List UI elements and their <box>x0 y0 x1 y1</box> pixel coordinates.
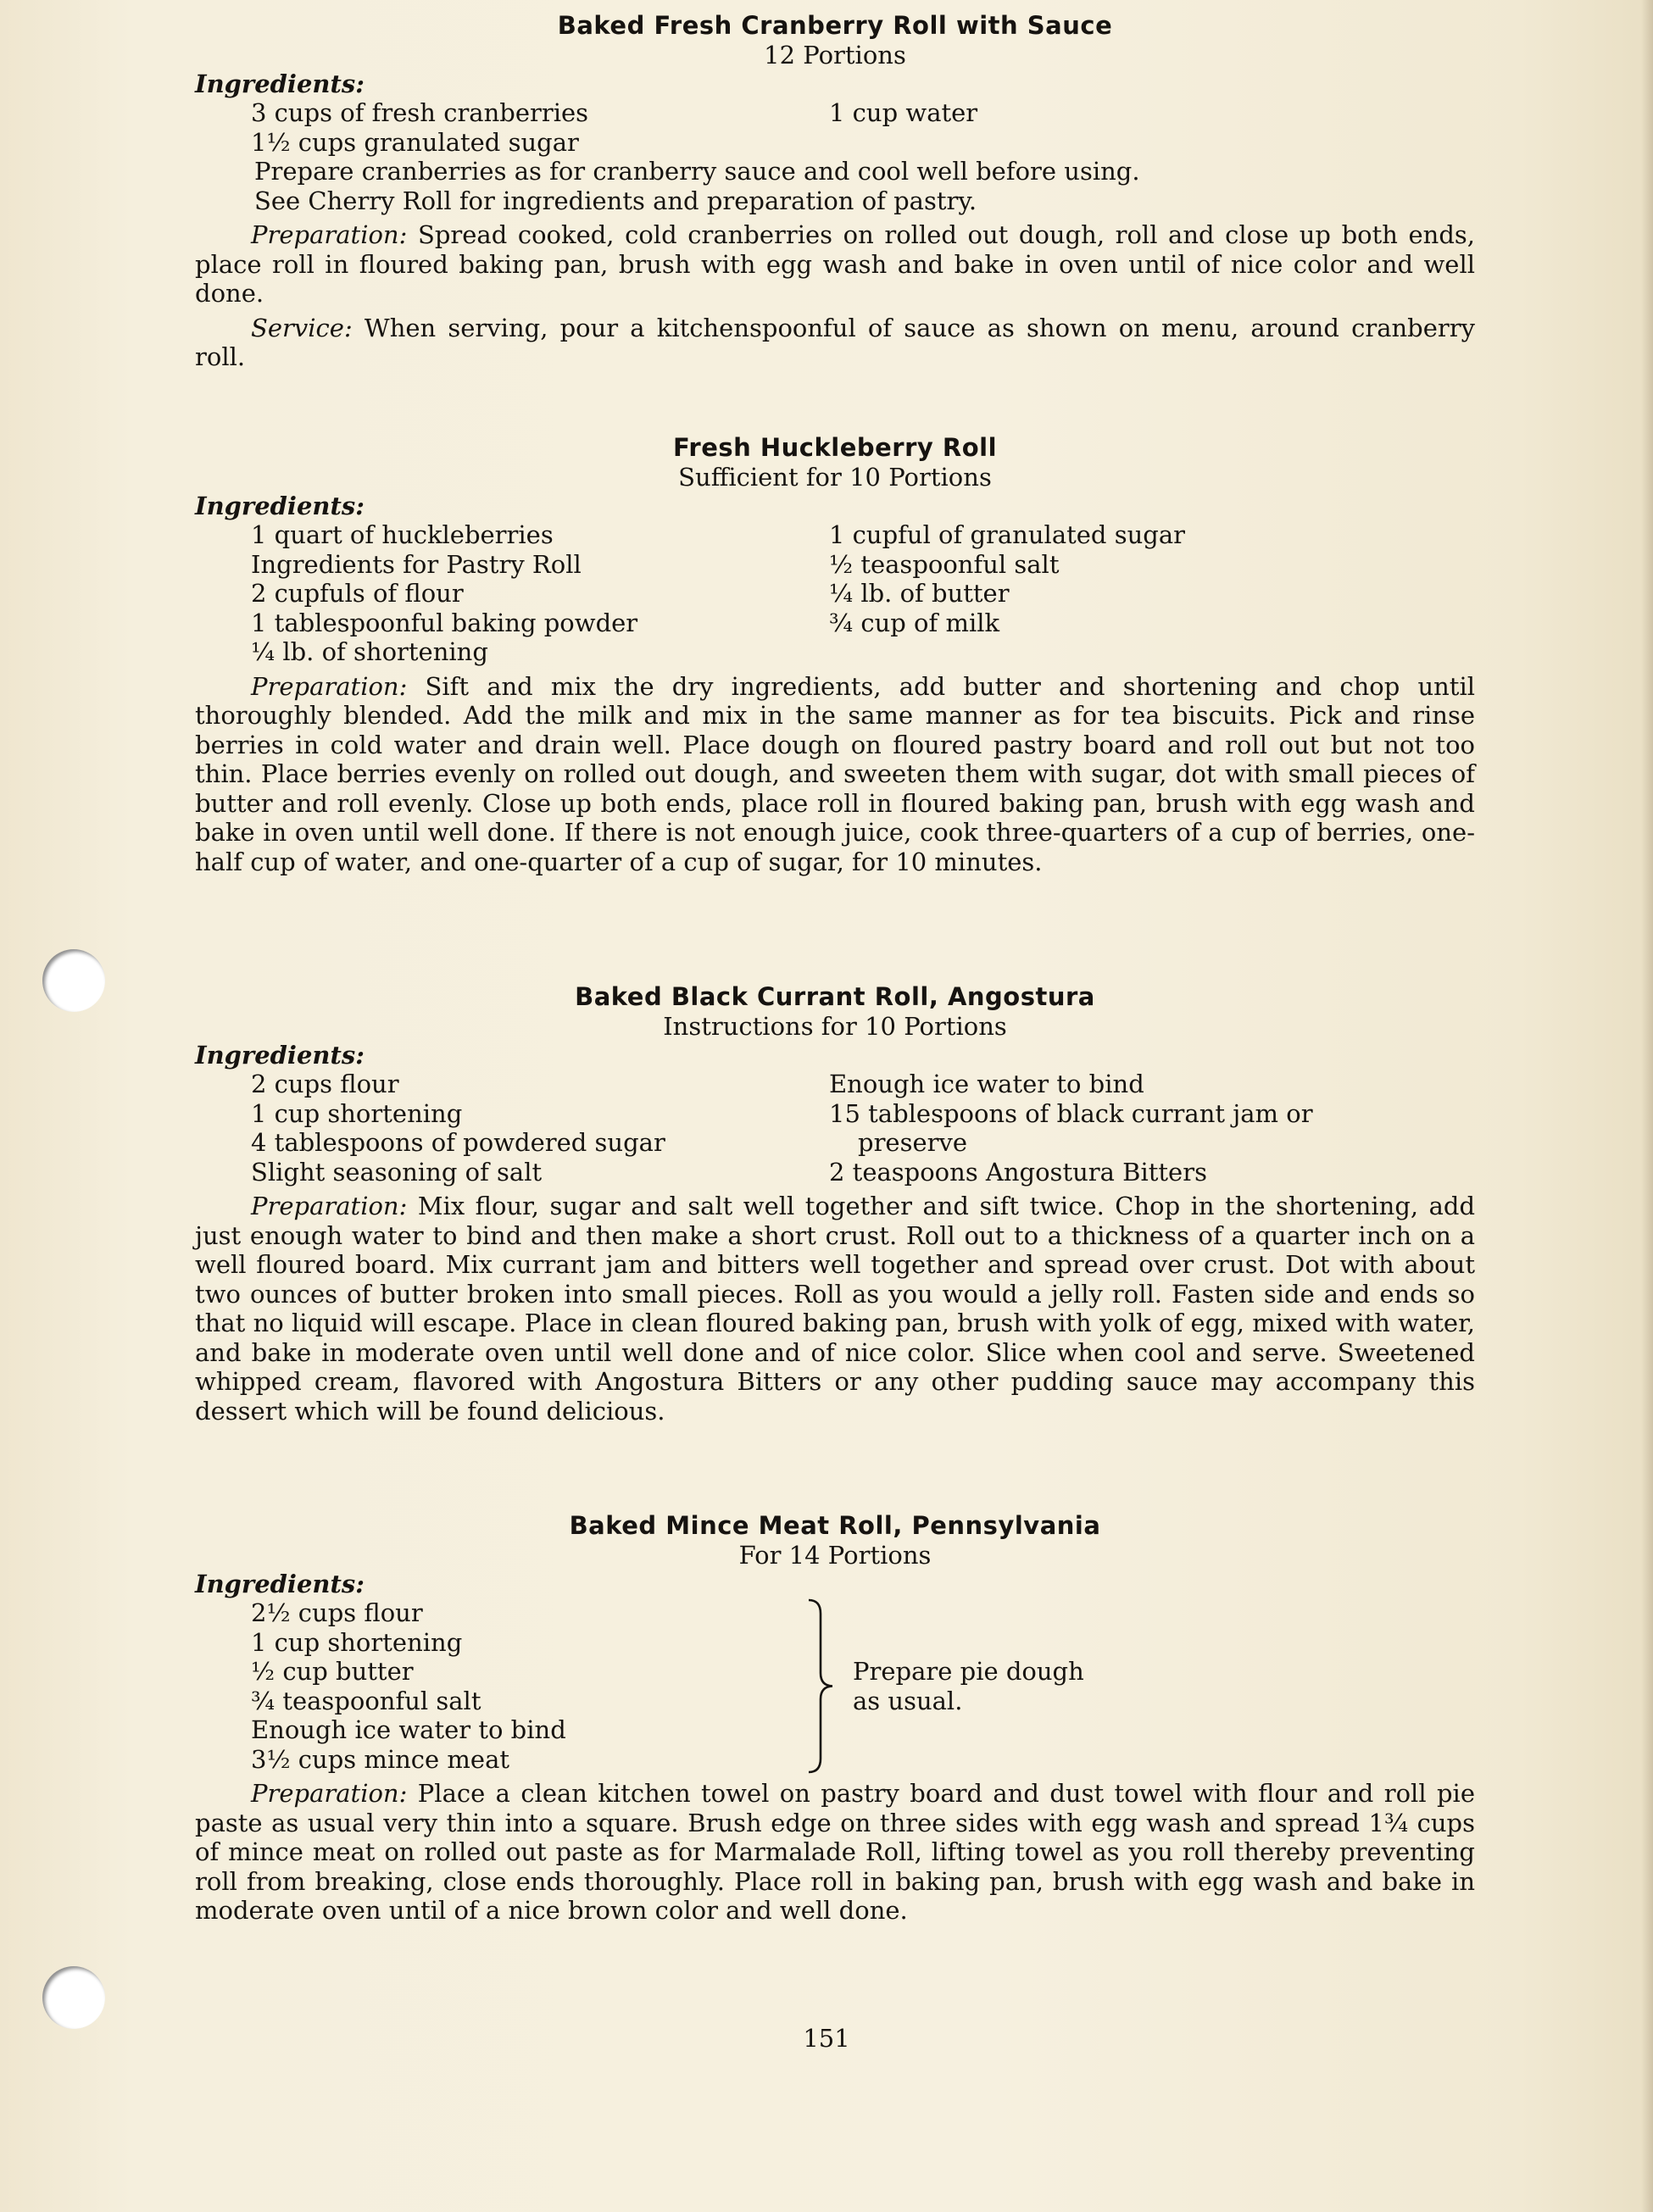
ingredients-left <box>195 1598 805 1774</box>
ingredients-columns <box>195 98 1475 157</box>
recipe-portions: Sufficient for 10 Portions <box>678 463 992 492</box>
recipe-title: Baked Mince Meat Roll, Pennsylvania <box>569 1511 1101 1540</box>
recipe-title: Baked Fresh Cranberry Roll with Sauce <box>557 11 1113 40</box>
ingredients-right <box>829 1070 1475 1187</box>
ingredient-item: 3½ cups mince meat <box>251 1744 510 1774</box>
service-text: When serving, pour a kitchenspoonful of sauce as shown on menu, around cranberry roll. <box>195 313 1475 371</box>
ingredient-item: 4 tablespoons of powdered sugar <box>251 1128 665 1157</box>
note-line: Prepare cranberries as for cranberry sauce and cool well before using. <box>254 157 1140 186</box>
recipe-portions: For 14 Portions <box>738 1541 932 1570</box>
brace-note-line: as usual. <box>853 1686 963 1715</box>
ingredient-item: Ingredients for Pastry Roll <box>251 549 582 579</box>
ingredient-item: 1 cupful of granulated sugar <box>829 520 1185 549</box>
page-number: 151 <box>803 2024 850 2053</box>
ingredients-left <box>195 98 829 157</box>
recipe-title: Baked Black Currant Roll, Angostura <box>575 982 1095 1011</box>
ingredient-item: 3 cups of fresh cranberries <box>251 98 589 127</box>
ingredients-left <box>195 520 829 667</box>
ingredients-heading: Ingredients: <box>195 69 365 98</box>
ingredient-item: ¾ teaspoonful salt <box>251 1686 481 1715</box>
preparation-label: Preparation: <box>251 220 408 249</box>
recipe-notes <box>195 157 1475 215</box>
recipe-huckleberry-roll <box>195 432 1475 876</box>
binder-hole-upper <box>42 949 105 1012</box>
ingredients-right <box>829 98 1475 157</box>
ingredients-columns <box>195 1070 1475 1187</box>
brace-note <box>836 1657 1084 1715</box>
service-paragraph <box>195 314 1475 372</box>
service-label: Service: <box>251 313 353 342</box>
recipe-title: Fresh Huckleberry Roll <box>672 433 998 462</box>
ingredients-columns <box>195 1598 1475 1774</box>
brace-group <box>805 1598 1475 1774</box>
page-edge-shadow <box>1641 0 1653 2212</box>
ingredients-columns <box>195 520 1475 667</box>
note-line: See Cherry Roll for ingredients and preparation of pastry. <box>254 186 977 215</box>
recipe-mince-meat-roll <box>195 1510 1475 1926</box>
ingredients-left <box>195 1070 829 1187</box>
preparation-paragraph <box>195 1779 1475 1926</box>
curly-brace-icon <box>805 1598 836 1774</box>
ingredient-item: 2½ cups flour <box>251 1598 423 1627</box>
ingredient-item: 1 cup shortening <box>251 1627 463 1657</box>
preparation-text: Mix flour, sugar and salt well together and sift twice. Chop in the shortening, add just enough water to bind and then make a short crust. Roll out to a thickness of a quarter inch on a well floured board. Mix currant jam and bitters well together and spread over crust. Dot with about two ounces of butter broken into small pieces. Roll as you would a jelly roll. Fasten side and ends so that no liquid will escape. Place in clean floured baking pan, brush with yolk of egg, mixed with water, and bake in moderate oven until well done and of nice color. Slice when cool and serve. Sweetened whipped cream, flavored with Angostura Bitters or any other pudding sauce may accompany this dessert which will be found delicious. <box>195 1192 1476 1426</box>
binder-hole-lower <box>42 1966 105 2029</box>
preparation-text: Spread cooked, cold cranberries on rolled out dough, roll and close up both ends, place roll in floured baking pan, brush with egg wash and bake in oven until of nice color and well done. <box>195 220 1475 308</box>
preparation-paragraph <box>195 672 1475 877</box>
preparation-paragraph <box>195 220 1475 308</box>
ingredient-item: 1 quart of huckleberries <box>251 520 554 549</box>
ingredient-item: 1 cup water <box>829 98 978 127</box>
ingredients-heading: Ingredients: <box>195 1041 365 1070</box>
ingredient-item-continued: preserve <box>858 1128 968 1157</box>
ingredient-item: 1 cup shortening <box>251 1098 463 1128</box>
ingredient-item: 1 tablespoonful baking powder <box>251 608 638 637</box>
recipe-cranberry-roll <box>195 10 1475 372</box>
preparation-text: Place a clean kitchen towel on pastry board and dust towel with flour and roll pie paste as usual very thin into a square. Brush edge on three sides with egg wash and spread 1¾ cups of mince meat on rolled out paste as for Marmalade Roll, lifting towel as you roll thereby preventing roll from breaking, close ends thoroughly. Place roll in baking pan, brush with egg wash and bake in moderate oven until of a nice brown color and well done. <box>195 1779 1475 1925</box>
ingredient-item: 2 cupfuls of flour <box>251 579 464 608</box>
ingredient-item: ¾ cup of milk <box>829 608 1000 637</box>
ingredients-heading: Ingredients: <box>195 492 365 520</box>
preparation-label: Preparation: <box>251 1779 408 1808</box>
preparation-label: Preparation: <box>251 1192 408 1220</box>
ingredient-item: 15 tablespoons of black currant jam or <box>829 1098 1313 1128</box>
recipe-portions: 12 Portions <box>764 41 906 69</box>
ingredients-right <box>829 520 1475 667</box>
ingredient-item: ¼ lb. of shortening <box>251 637 488 666</box>
brace-note-line: Prepare pie dough <box>853 1657 1084 1686</box>
ingredient-item: ¼ lb. of butter <box>829 579 1010 608</box>
ingredient-item: 1½ cups granulated sugar <box>251 127 579 157</box>
ingredient-item: 2 teaspoons Angostura Bitters <box>829 1157 1207 1187</box>
preparation-label: Preparation: <box>251 671 408 701</box>
ingredient-item: ½ teaspoonful salt <box>829 549 1060 579</box>
ingredient-item: ½ cup butter <box>251 1657 414 1686</box>
ingredient-item: Enough ice water to bind <box>829 1070 1144 1098</box>
ingredient-item: 2 cups flour <box>251 1070 399 1098</box>
recipe-black-currant-roll <box>195 981 1475 1426</box>
ingredient-item: Slight seasoning of salt <box>251 1157 543 1187</box>
preparation-text: Sift and mix the dry ingredients, add butter and shortening and chop until thoroughly blended. Add the milk and mix in the same manner as for tea biscuits. Pick and rinse berries in cold water and drain well. Place dough on floured pastry board and roll out but not too thin. Place berries evenly on rolled out dough, and sweeten them with sugar, dot with small pieces of butter and roll evenly. Close up both ends, place roll in floured baking pan, brush with egg wash and bake in oven until well done. If there is not enough juice, cook three-quarters of a cup of berries, one-half cup of water, and one-quarter of a cup of sugar, for 10 minutes. <box>195 671 1476 876</box>
recipe-portions: Instructions for 10 Portions <box>663 1012 1007 1041</box>
preparation-paragraph <box>195 1192 1475 1426</box>
ingredient-item: Enough ice water to bind <box>251 1715 566 1744</box>
ingredients-heading: Ingredients: <box>195 1570 365 1598</box>
